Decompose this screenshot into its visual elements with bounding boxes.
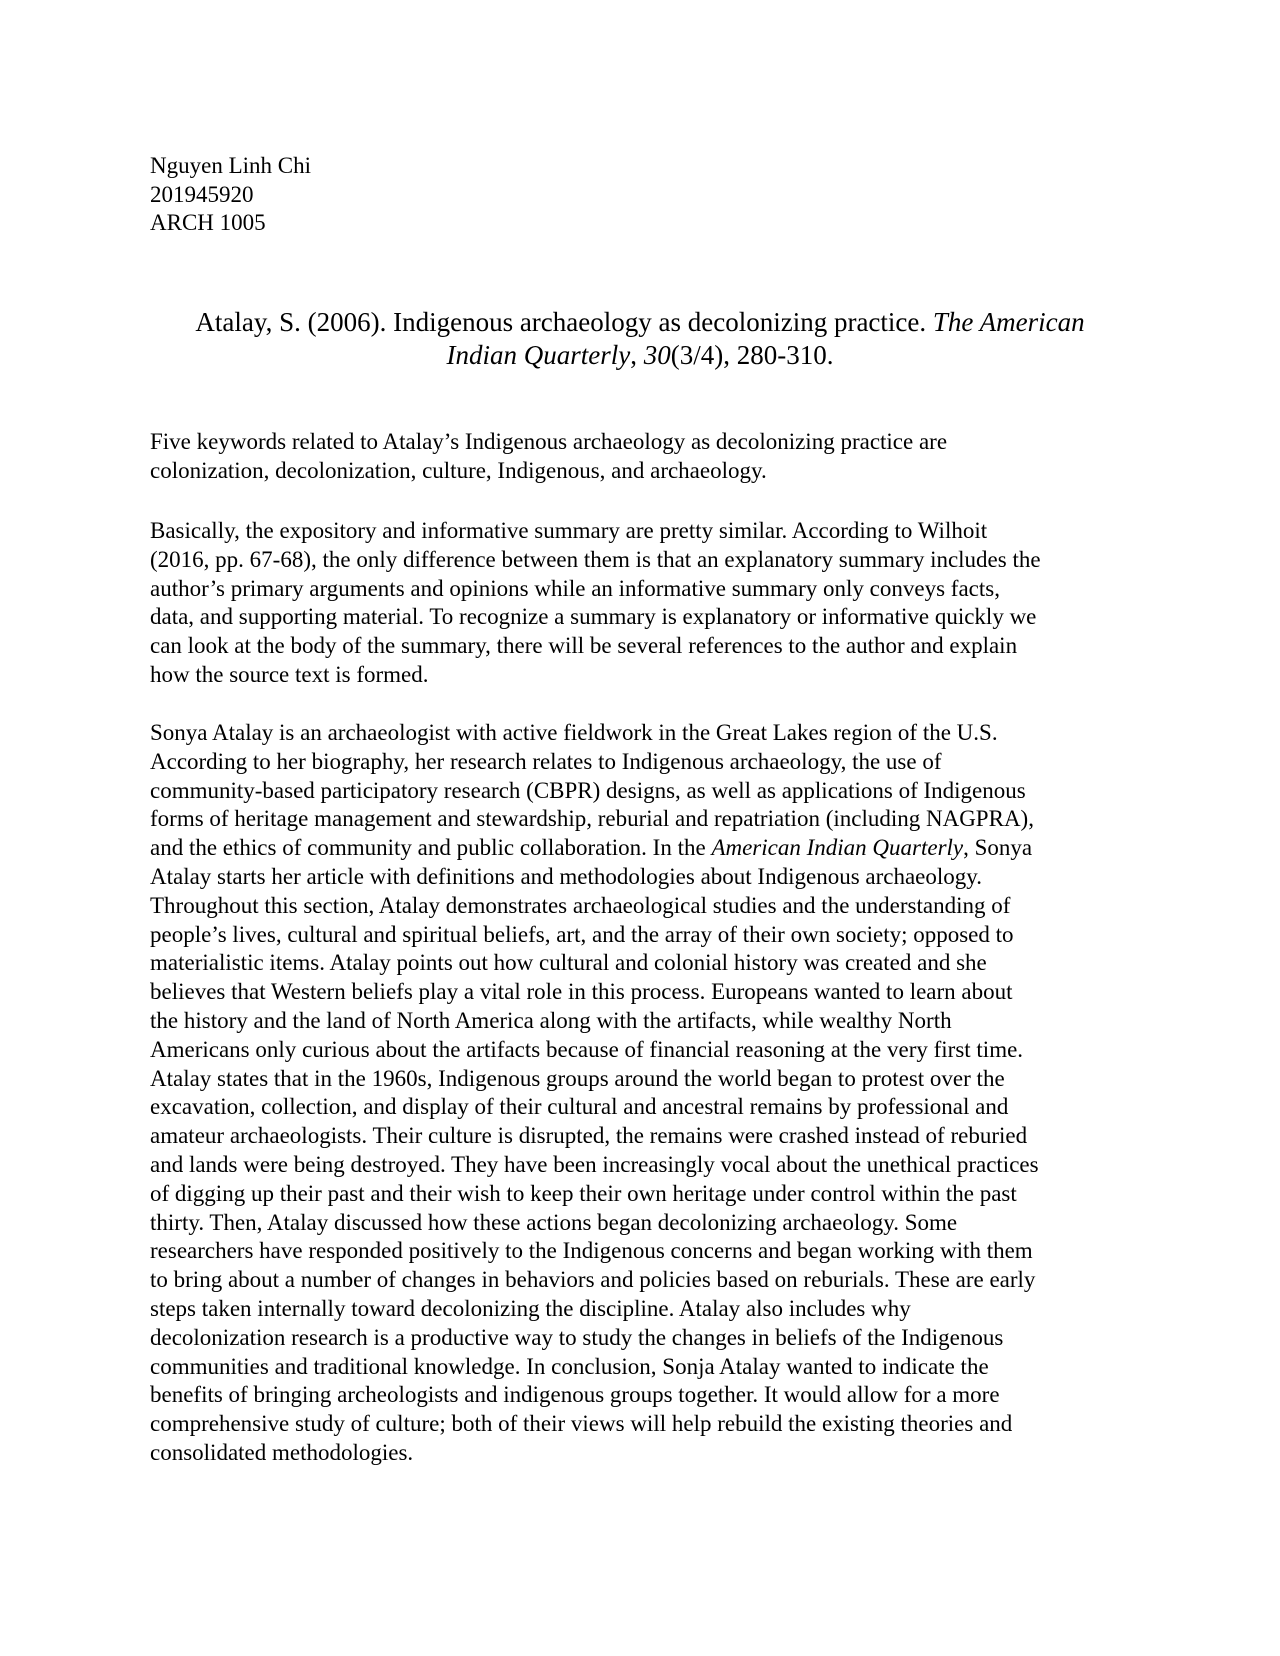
paragraph-line: how the source text is formed. [150, 661, 429, 687]
course-code: ARCH 1005 [150, 210, 266, 235]
paragraph-line: Throughout this section, Atalay demonstrates archaeological studies and the understanding of [150, 892, 1011, 918]
citation-line-1 [130, 306, 1150, 339]
paragraph-line: Americans only curious about the artifacts because of financial reasoning at the very first time. [150, 1036, 1024, 1062]
paragraph-line: author’s primary arguments and opinions while an informative summary only conveys facts, [150, 575, 1000, 601]
citation-title [130, 306, 1150, 372]
paragraph-atalay-summary [150, 719, 1140, 1468]
paragraph-line: Sonya Atalay is an archaeologist with active fieldwork in the Great Lakes region of the U.S. [150, 720, 998, 745]
paragraph-keywords [150, 428, 1140, 486]
paragraph-line: According to her biography, her research relates to Indigenous archaeology, the use of [150, 748, 942, 774]
paragraph-line: and lands were being destroyed. They have been increasingly vocal about the unethical practices [150, 1151, 1039, 1177]
citation-issue-pages: (3/4), 280-310. [670, 340, 834, 370]
paragraph-line: to bring about a number of changes in behaviors and policies based on reburials. These are early [150, 1267, 1036, 1293]
paragraph-line: Basically, the expository and informative summary are pretty similar. According to Wilhoit [150, 518, 988, 543]
paragraph-line: people’s lives, cultural and spiritual beliefs, art, and the array of their own society; opposed to [150, 921, 1014, 947]
student-id: 201945920 [150, 181, 254, 207]
paragraph-line: Atalay states that in the 1960s, Indigenous groups around the world began to protest over the [150, 1065, 1005, 1091]
paragraph-text: and the ethics of community and public collaboration. In the [150, 835, 712, 861]
paragraph-line: of digging up their past and their wish to keep their own heritage under control within the past [150, 1180, 1017, 1206]
citation-separator: , [630, 340, 644, 370]
paragraph-line: Five keywords related to Atalay’s Indigenous archaeology as decolonizing practice are [150, 429, 948, 454]
paragraph-line: believes that Western beliefs play a vital role in this process. Europeans wanted to learn about [150, 979, 1013, 1005]
journal-name-inline: American Indian Quarterly [711, 835, 964, 861]
student-name: Nguyen Linh Chi [150, 153, 311, 178]
journal-name-part-2: Indian Quarterly [446, 340, 631, 370]
paragraph-line: Atalay starts her article with definitions and methodologies about Indigenous archaeology. [150, 863, 983, 889]
paragraph-line: can look at the body of the summary, there will be several references to the author and explain [150, 633, 1018, 659]
paragraph-line: benefits of bringing archeologists and indigenous groups together. It would allow for a more [150, 1382, 1000, 1408]
citation-text: Atalay, S. (2006). Indigenous archaeology as decolonizing practice. [195, 307, 933, 337]
paragraph-line: data, and supporting material. To recognize a summary is explanatory or informative quickly we [150, 604, 1037, 630]
paragraph-line: forms of heritage management and stewardship, reburial and repatriation (including NAGPRA), [150, 806, 1034, 832]
paragraph-line: communities and traditional knowledge. In conclusion, Sonja Atalay wanted to indicate the [150, 1353, 989, 1379]
journal-volume: 30 [643, 340, 671, 370]
author-header [150, 152, 311, 238]
paragraph-summary-types [150, 517, 1140, 690]
paragraph-line: comprehensive study of culture; both of their views will help rebuild the existing theories and [150, 1411, 1013, 1437]
paragraph-line: consolidated methodologies. [150, 1439, 414, 1465]
paragraph-line: excavation, collection, and display of their cultural and ancestral remains by professional and [150, 1094, 1009, 1120]
paragraph-line [150, 834, 1140, 863]
paragraph-line: researchers have responded positively to the Indigenous concerns and began working with them [150, 1238, 1033, 1264]
citation-line-2 [130, 339, 1150, 372]
paragraph-line: (2016, pp. 67-68), the only difference between them is that an explanatory summary includes the [150, 546, 1041, 572]
paragraph-text: , Sonya [963, 835, 1033, 861]
paragraph-line: steps taken internally toward decolonizing the discipline. Atalay also includes why [150, 1295, 911, 1321]
paragraph-line: thirty. Then, Atalay discussed how these actions began decolonizing archaeology. Some [150, 1209, 958, 1235]
paragraph-line: amateur archaeologists. Their culture is disrupted, the remains were crashed instead of reburied [150, 1123, 1028, 1149]
paragraph-line: decolonization research is a productive way to study the changes in beliefs of the Indigenous [150, 1324, 1004, 1350]
journal-name-part-1: The American [932, 307, 1085, 337]
paragraph-line: community-based participatory research (CBPR) designs, as well as applications of Indigenous [150, 777, 1026, 803]
paragraph-line: the history and the land of North America along with the artifacts, while wealthy North [150, 1007, 952, 1033]
paragraph-line: colonization, decolonization, culture, Indigenous, and archaeology. [150, 457, 767, 483]
paragraph-line: materialistic items. Atalay points out how cultural and colonial history was created and she [150, 950, 987, 976]
